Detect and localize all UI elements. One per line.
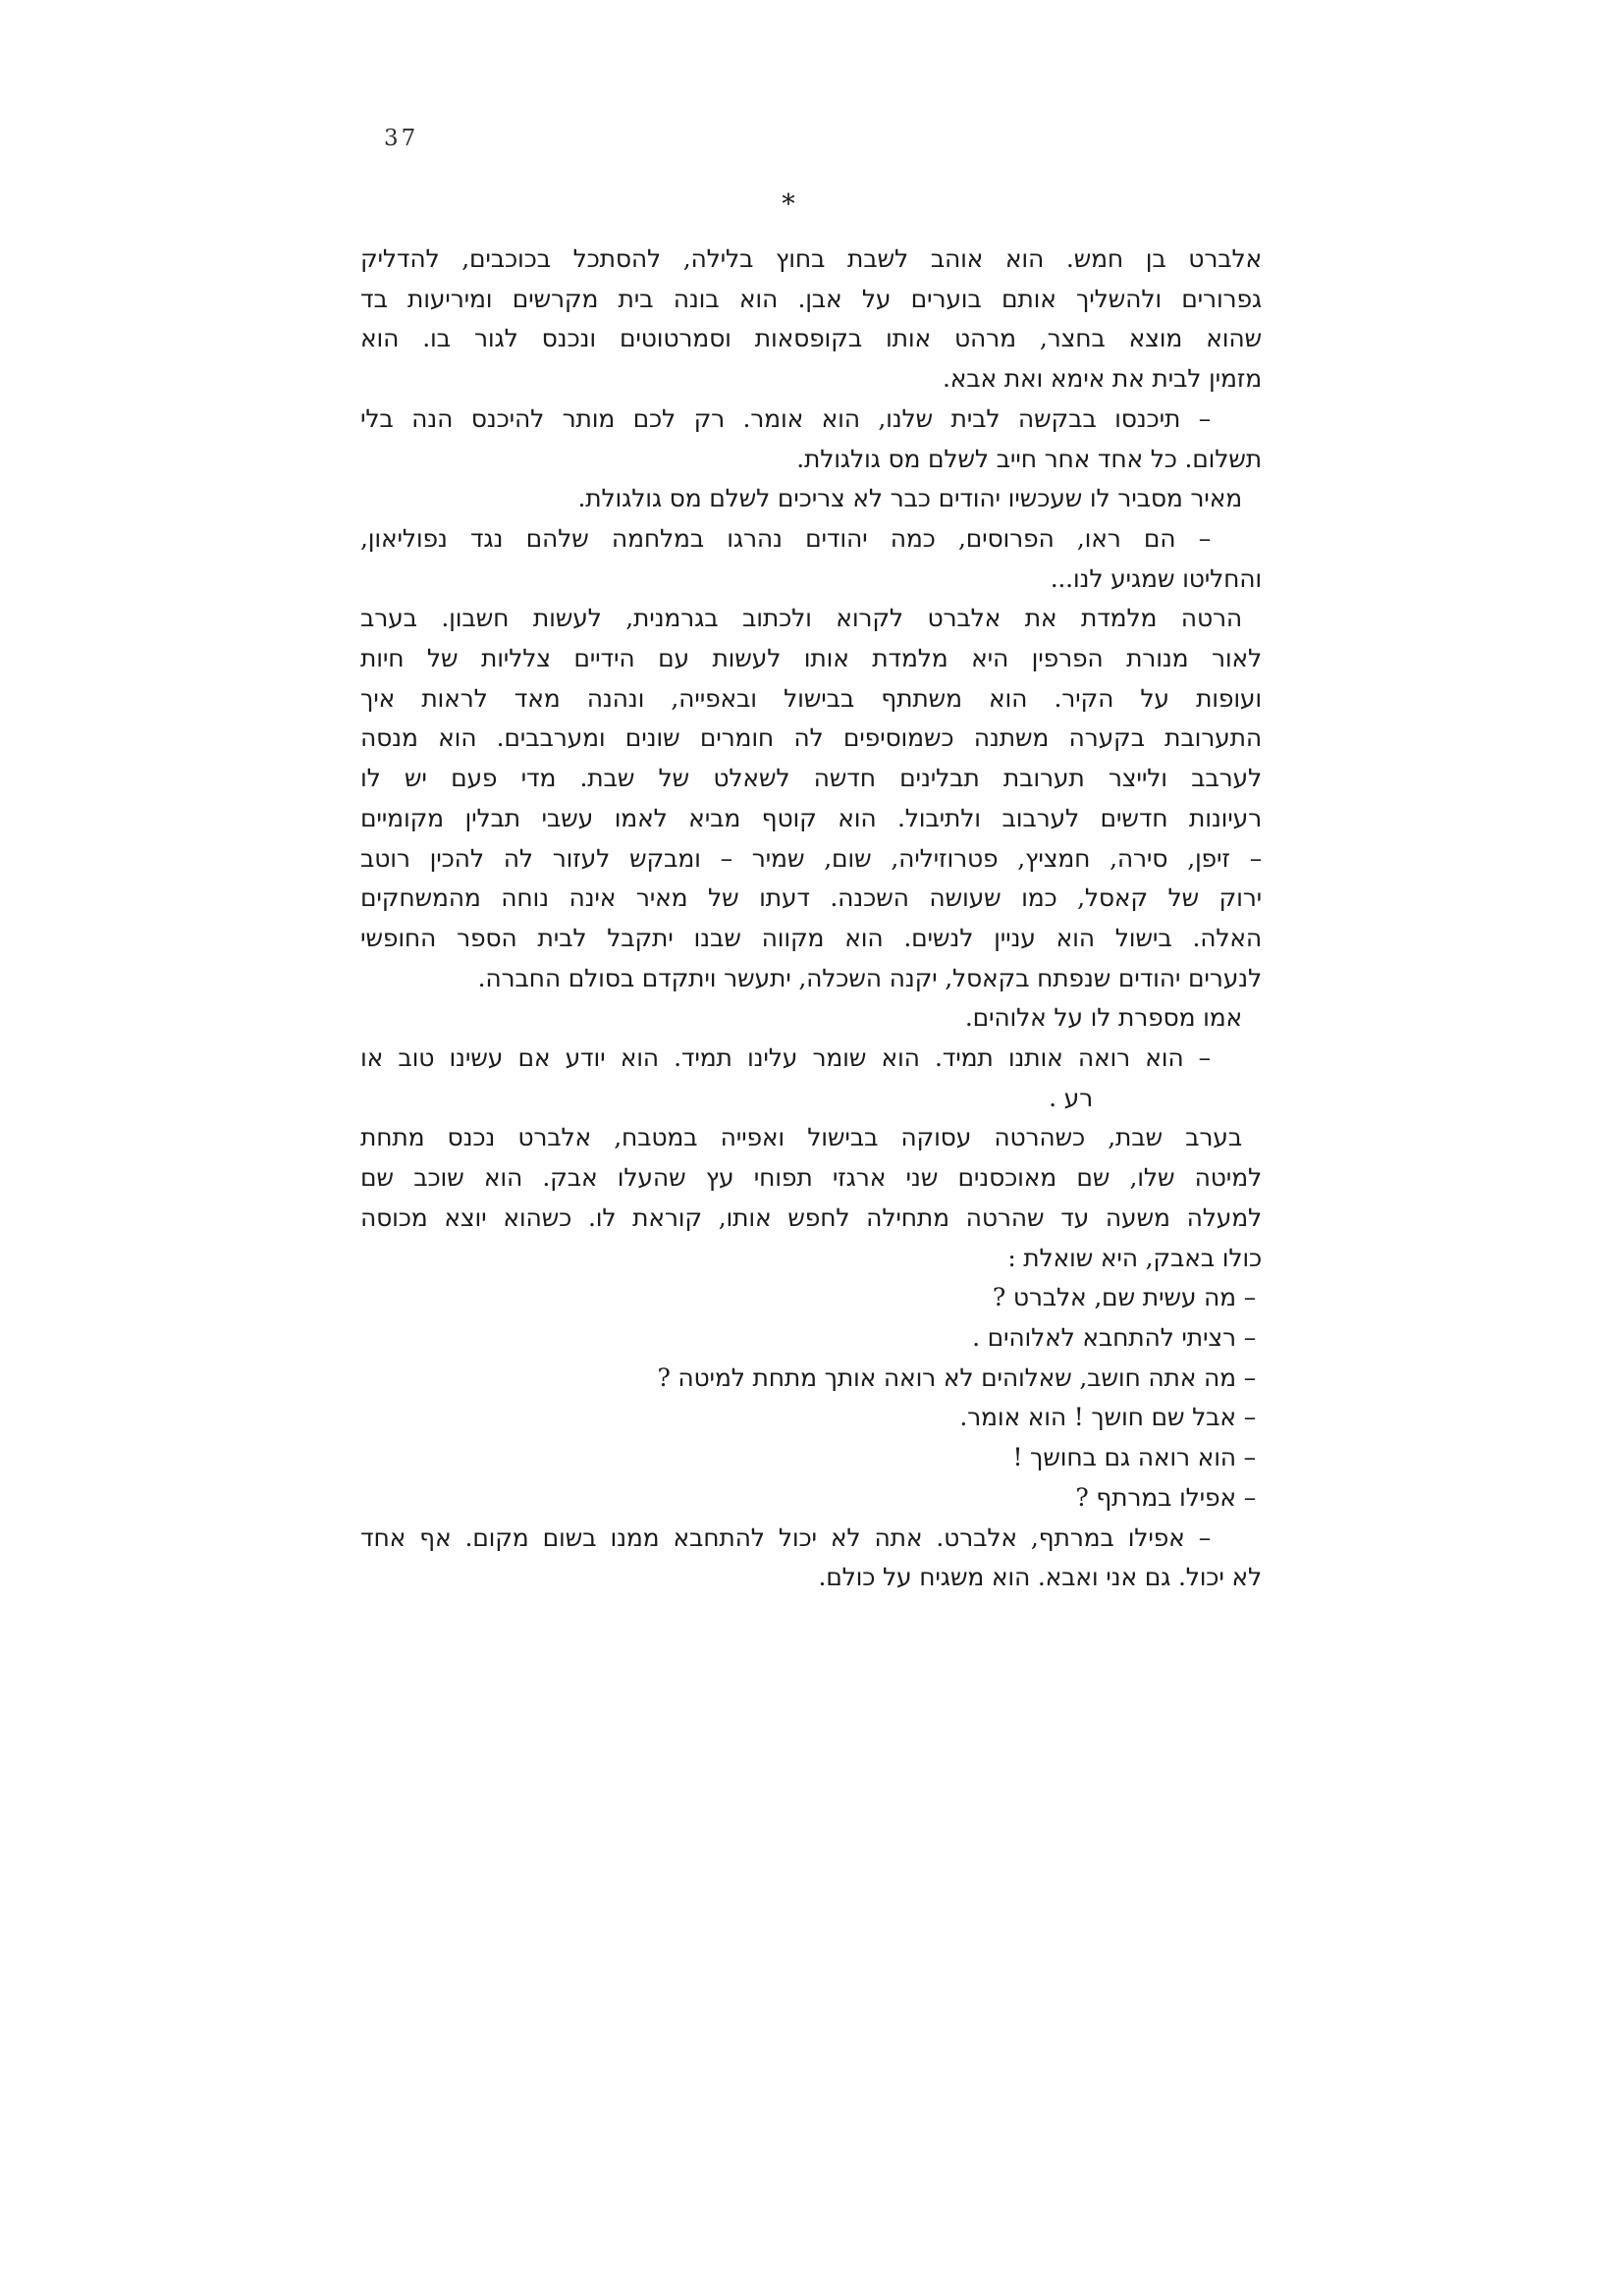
text-line: – רציתי להתחבא לאלוהים . — [972, 1322, 1256, 1352]
text-line: גפרורים ולהשליך אותם בוערים על אבן. הוא בונה בית מקרשים ומיריעות בד — [360, 284, 1262, 313]
text-line: שהוא מוצא בחצר, מרהט אותו בקופסאות וסמרטוטים ונכנס לגור בו. הוא — [360, 324, 1262, 353]
text-line: התערובת בקערה משתנה כשמוסיפים לה חומרים שונים ומערבבים. הוא מנסה — [360, 723, 1262, 753]
text-line: והחליטו שמגיע לנו... — [1050, 563, 1262, 593]
text-line: רע . — [1049, 1083, 1093, 1112]
text-line: לנערים יהודים שנפתח בקאסל, יקנה השכלה, יתעשר ויתקדם בסולם החברה. — [477, 963, 1262, 992]
text-line: למעלה משעה עד שהרטה מתחילה לחפש אותו, קוראת לו. כשהוא יוצא מכוסה — [360, 1202, 1262, 1232]
text-line: ועופות על הקיר. הוא משתתף בבישול ובאפייה, ונהנה מאד לראות איך — [360, 683, 1262, 713]
text-line: – אפילו במרתף, אלברט. אתה לא יכול להתחבא ממנו בשום מקום. אף אחד — [360, 1522, 1211, 1552]
text-line: – הם ראו, הפרוסים, כמה יהודים נהרגו במלחמה שלהם נגד נפוליאון, — [360, 523, 1211, 553]
text-line: לערבב ולייצר תערובת תבלינים חדשה לשאלט של שבת. מדי פעם יש לו — [360, 764, 1262, 793]
text-line: מזמין לבית את אימא ואת אבא. — [943, 364, 1262, 394]
text-line: – הוא רואה אותנו תמיד. הוא שומר עלינו תמיד. הוא יודע אם עשינו טוב או — [360, 1043, 1211, 1073]
text-line: האלה. בישול הוא עניין לנשים. הוא מקווה שבנו יתקבל לבית הספר החופשי — [360, 923, 1262, 952]
text-line: – תיכנסו בבקשה לבית שלנו, הוא אומר. רק לכם מותר להיכנס הנה בלי — [360, 403, 1211, 433]
text-line: – אפילו במרתף ? — [1075, 1482, 1256, 1512]
text-line: – זיפן, סירה, חמציץ, פטרוזיליה, שום, שמיר – ומבקש לעזור לה להכין רוטב — [360, 843, 1262, 873]
text-line: מאיר מסביר לו שעכשיו יהודים כבר לא צריכים לשלם מס גולגולת. — [577, 484, 1242, 513]
text-line: – הוא רואה גם בחושך ! — [1012, 1443, 1256, 1472]
text-line: אמו מספרת לו על אלוהים. — [964, 1003, 1242, 1033]
page-number: 37 — [384, 126, 419, 151]
text-line: – מה אתה חושב, שאלוהים לא רואה אותך מתחת למיטה ? — [657, 1362, 1256, 1392]
text-line: – מה עשית שם, אלברט ? — [992, 1283, 1256, 1312]
text-line: ירוק של קאסל, כמו שעושה השכנה. דעתו של מאיר אינה נוחה מהמשחקים — [360, 883, 1262, 913]
text-line: אלברט בן חמש. הוא אוהב לשבת בחוץ בלילה, להסתכל בכוכבים, להדליק — [360, 244, 1262, 273]
text-line: – אבל שם חושך ! הוא אומר. — [959, 1403, 1256, 1432]
text-line: כולו באבק, היא שואלת : — [1007, 1243, 1262, 1272]
story-text-block — [360, 240, 1262, 1598]
text-line: בערב שבת, כשהרטה עסוקה בבישול ואפייה במטבח, אלברט נכנס מתחת — [360, 1123, 1242, 1152]
text-line: לאור מנורת הפרפין היא מלמדת אותו לעשות עם הידיים צלליות של חיות — [360, 644, 1262, 673]
text-line: הרטה מלמדת את אלברט לקרוא ולכתוב בגרמנית, לעשות חשבון. בערב — [360, 604, 1242, 633]
text-line: רעיונות חדשים לערבוב ולתיבול. הוא קוטף מביא לאמו עשבי תבלין מקומיים — [360, 803, 1262, 832]
text-line: לא יכול. גם אני ואבא. הוא משגיח על כולם. — [818, 1563, 1262, 1592]
text-line: תשלום. כל אחד אחר חייב לשלם מס גולגולת. — [796, 444, 1262, 473]
section-separator-asterisk: * — [782, 189, 795, 220]
text-line: למיטה שלו, שם מאוכסנים שני ארגזי תפוחי עץ שהעלו אבק. הוא שוכב שם — [360, 1163, 1262, 1193]
